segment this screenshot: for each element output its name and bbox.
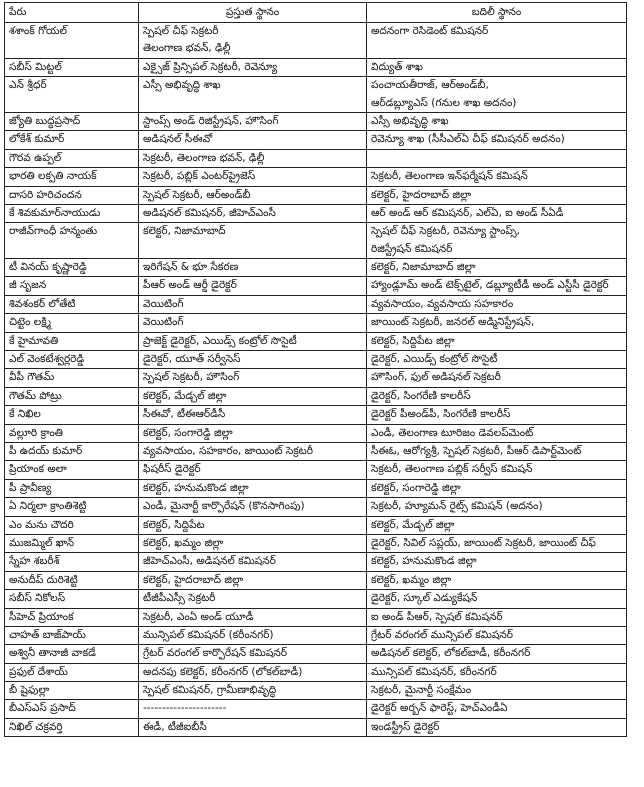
officer-name-text [9, 95, 134, 112]
current-post-cell [139, 112, 367, 130]
current-post-cell [139, 186, 367, 204]
table-row [5, 534, 627, 552]
officer-name-cell [5, 351, 139, 369]
new-post-cell [367, 590, 627, 608]
officer-name-cell [5, 77, 139, 113]
new-post-cell [367, 387, 627, 405]
new-post-cell [367, 516, 627, 534]
current-post-cell [139, 498, 367, 516]
new-post-cell [367, 351, 627, 369]
new-post-text: సెక్రటరీ, తెలంగాణ పబ్లిక్ సర్వీస్ కమిషన్ [371, 463, 533, 476]
current-post-cell [139, 149, 367, 167]
table-row [5, 718, 627, 736]
officer-name-cell [5, 369, 139, 387]
table-row [5, 295, 627, 313]
current-post-text: స్పెషల్ కమిషనర్, గ్రామీణాభివృద్ధి [143, 684, 277, 697]
new-post-text: కలెక్టర్, ఖమ్మం జిల్లా [371, 573, 452, 586]
officer-name-text: పీ ఉదయ్ కుమార్ [9, 444, 83, 457]
new-post-text [371, 40, 622, 57]
officer-name-cell [5, 424, 139, 442]
current-post-cell [139, 259, 367, 277]
current-post-text: అడిషనల్ కమిషనర్, జీహెచ్ఎంసీ [143, 206, 276, 219]
officer-name-cell [5, 571, 139, 589]
header-current-post: ప్రస్తుత స్థానం [139, 3, 367, 23]
new-post-text: కలెక్టర్, సిద్దిపేట జిల్లా [371, 334, 455, 347]
officer-name-cell [5, 626, 139, 644]
officer-name-text: గౌరవ ఉప్పల్ [9, 151, 62, 164]
officer-name-cell [5, 295, 139, 313]
current-post-text: కలెక్టర్, సంగారెడ్డి జిల్లా [143, 426, 233, 439]
new-post-cell [367, 534, 627, 552]
current-post-cell [139, 204, 367, 222]
current-post-cell [139, 424, 367, 442]
header-new-post: బదిలీ స్థానం [367, 3, 627, 23]
new-post-cell [367, 700, 627, 718]
officer-name-cell [5, 645, 139, 663]
new-post-text: డైరెక్టర్ అర్బన్ ఫారెస్ట్, హెచ్ఎండీఏ [371, 702, 508, 715]
officer-name-cell [5, 23, 139, 59]
current-post-cell [139, 387, 367, 405]
officer-name-cell [5, 314, 139, 332]
table-row [5, 58, 627, 76]
current-post-text: స్పెషల్ సెక్రటరీ, హౌసింగ్ [143, 371, 240, 384]
officer-name-text: జీ సృజన [9, 279, 47, 292]
new-post-cell [367, 645, 627, 663]
officer-name-text: చిట్టెం లక్ష్మి [9, 316, 52, 329]
current-post-text: సీఈవో, టీఈఆర్‌డీసీ [143, 408, 226, 421]
current-post-text: కలెక్టర్, నిజామాబాద్ [143, 225, 226, 238]
new-post-text: జాయింట్ సెక్రటరీ, జనరల్ అడ్మినిస్ట్రేషన్, [371, 316, 535, 329]
officer-name-text [9, 40, 134, 57]
officer-name-text: బీ షైఫుల్లా [9, 684, 50, 697]
new-post-text: డైరెక్టర్ పీఅండ్‌పీ, సింగరేణి కాలరీస్ [371, 408, 511, 421]
current-post-cell [139, 700, 367, 718]
officer-name-cell [5, 277, 139, 295]
officer-name-text: కే హైమావతి [9, 334, 59, 347]
current-post-text: అడిషనల్ సీఈవో [143, 133, 213, 146]
new-post-text: సెక్రటరీ, హ్యూమన్ రైట్స్ కమిషన్ (అదనం) [371, 500, 543, 513]
current-post-cell [139, 516, 367, 534]
officer-name-cell [5, 608, 139, 626]
new-post-cell [367, 277, 627, 295]
new-post-text: మున్సిపల్ కమిషనర్, కరీంనగర్ [371, 665, 497, 678]
officer-name-text: రాజీవ్‌గాంధీ హన్మంతు [9, 225, 98, 238]
officer-name-text: స్నేహ శబరీశ్ [9, 555, 60, 568]
officer-name-cell [5, 131, 139, 149]
officer-name-text: సబీస్ నికోలస్ [9, 592, 66, 605]
officer-name-text: వల్లూరి క్రాంతి [9, 426, 64, 439]
new-post-text: అడిషనల్ కలెక్టర్, లోకల్‌బాడీ, కరీంనగర్ [371, 647, 531, 660]
current-post-cell [139, 571, 367, 589]
officer-name-cell [5, 590, 139, 608]
new-post-text: డైరెక్టర్, ఎయిడ్స్ కంట్రోల్ సొసైటీ [371, 353, 498, 366]
new-post-text: రిజిస్ట్రేషన్ కమిషనర్ [371, 242, 453, 255]
new-post-cell [367, 131, 627, 149]
new-post-cell [367, 112, 627, 130]
table-row [5, 479, 627, 497]
table-row [5, 186, 627, 204]
new-post-cell [367, 186, 627, 204]
new-post-text: డైరెక్టర్, స్కూల్ ఎడ్యుకేషన్ [371, 592, 478, 605]
current-post-text: ఈడీ, టీజీఐబీసీ [143, 720, 207, 733]
new-post-cell [367, 571, 627, 589]
officer-name-text: సీహెచ్ ప్రియాంక [9, 610, 74, 623]
officer-name-text [9, 241, 134, 258]
table-row [5, 112, 627, 130]
table-row [5, 277, 627, 295]
new-post-cell [367, 259, 627, 277]
current-post-cell [139, 131, 367, 149]
header-name: పేరు [5, 3, 139, 23]
officer-name-text: భారతి లక్పతి నాయక్ [9, 170, 97, 183]
current-post-cell [139, 608, 367, 626]
officer-name-text: కే శివకుమార్‌నాయుడు [9, 206, 101, 219]
new-post-cell [367, 461, 627, 479]
new-post-cell [367, 553, 627, 571]
current-post-text: ఎక్సైజ్ ప్రిన్సిపల్ సెక్రటరీ, రెవెన్యూ [143, 60, 278, 73]
table-row [5, 424, 627, 442]
new-post-text: హౌసింగ్, ఫుల్ అడిషనల్ సెక్రటరీ [371, 371, 501, 384]
current-post-text: కలెక్టర్, మేడ్చల్ జిల్లా [143, 389, 227, 402]
new-post-text: గ్రేటర్ వరంగల్ మున్సిపల్ కమిషనర్ [371, 628, 513, 641]
current-post-text [143, 95, 362, 112]
new-post-text: రెవెన్యూ శాఖ (సీసీఎల్ఏ చీఫ్ కమిషనర్ అదనం) [371, 133, 565, 146]
officer-name-cell [5, 58, 139, 76]
officer-name-cell [5, 479, 139, 497]
new-post-text: ఆర్ అండ్ ఆర్ కమిషనర్, ఎల్ఏ, ఐ అండ్ సీఏడీ [371, 206, 564, 219]
officer-name-cell [5, 168, 139, 186]
officer-name-text: గౌతమ్ పోట్రు [9, 389, 62, 402]
table-row [5, 682, 627, 700]
current-post-text: కలెక్టర్, సిద్దిపేట [143, 518, 205, 531]
current-post-cell [139, 442, 367, 460]
table-row [5, 442, 627, 460]
new-post-cell [367, 168, 627, 186]
officer-name-text: బీఎస్ఎస్ ప్రసాద్ [9, 702, 76, 715]
current-post-cell [139, 369, 367, 387]
new-post-text: ఎండీ, తెలంగాణ టూరిజం డెవలప్‌మెంట్ [371, 426, 534, 439]
table-row [5, 406, 627, 424]
officer-name-cell [5, 112, 139, 130]
officer-name-cell [5, 682, 139, 700]
new-post-text: కలెక్టర్, హనుమకొండ జిల్లా [371, 555, 477, 568]
new-post-text [371, 150, 622, 167]
officer-name-cell [5, 516, 139, 534]
current-post-cell [139, 718, 367, 736]
officer-name-text: జ్యోతి బుద్ధప్రసాద్ [9, 114, 81, 127]
officer-name-text: లోకేశ్ కుమార్ [9, 133, 65, 146]
officer-name-cell [5, 442, 139, 460]
officer-name-text: ప్రియాంక అలా [9, 463, 67, 476]
current-post-cell [139, 553, 367, 571]
current-post-text: సెక్రటరీ, పబ్లిక్ ఎంటర్‌ప్రైజెస్ [143, 170, 256, 183]
table-row [5, 168, 627, 186]
current-post-cell [139, 58, 367, 76]
officer-name-cell [5, 498, 139, 516]
table-row [5, 626, 627, 644]
new-post-cell [367, 498, 627, 516]
new-post-cell [367, 314, 627, 332]
officer-name-cell [5, 553, 139, 571]
new-post-cell [367, 626, 627, 644]
current-post-text: స్టాంప్స్ అండ్ రిజిస్ట్రేషన్, హౌసింగ్ [143, 114, 279, 127]
officer-name-cell [5, 186, 139, 204]
new-post-cell [367, 682, 627, 700]
table-row [5, 259, 627, 277]
current-post-cell [139, 168, 367, 186]
new-post-cell [367, 332, 627, 350]
table-row [5, 571, 627, 589]
current-post-cell [139, 534, 367, 552]
current-post-cell [139, 663, 367, 681]
officer-name-cell [5, 663, 139, 681]
transfers-table [4, 2, 627, 737]
current-post-text: వెయిటింగ్ [143, 297, 184, 310]
new-post-text: స్పెషల్ చీఫ్ సెక్రటరీ, రెవెన్యూ స్టాంప్స్, [371, 225, 521, 238]
current-post-text: స్పెషల్ సెక్రటరీ, ఆర్‌అండ్‌బీ [143, 188, 251, 201]
officer-name-text: టీ వినయ్ కృష్ణారెడ్డి [9, 261, 87, 274]
officer-name-text: ముజమ్మిల్ ఖాన్ [9, 536, 75, 549]
table-row [5, 223, 627, 259]
new-post-text: విద్యుత్ శాఖ [371, 60, 423, 73]
current-post-text: కలెక్టర్, ఖమ్మం జిల్లా [143, 536, 224, 549]
header-row [5, 3, 627, 23]
officer-name-cell [5, 149, 139, 167]
current-post-text: ఫిషరీస్ డైరెక్టర్ [143, 463, 201, 476]
current-post-text: స్పెషల్ చీఫ్ సెక్రటరీ [143, 25, 219, 37]
officer-name-cell [5, 700, 139, 718]
table-body [5, 23, 627, 737]
current-post-text: మున్సిపల్ కమిషనర్ (కరీంనగర్) [143, 628, 274, 641]
current-post-cell [139, 406, 367, 424]
current-post-cell [139, 295, 367, 313]
new-post-cell [367, 442, 627, 460]
current-post-text: ఎండీ, మైనార్టీ కార్పొరేషన్ (కొనసాగింపు) [143, 500, 305, 513]
current-post-text: గ్రేటర్ వరంగల్ కార్పొరేషన్ కమిషనర్ [143, 647, 287, 660]
table-row [5, 131, 627, 149]
table-row [5, 387, 627, 405]
new-post-cell [367, 295, 627, 313]
new-post-cell [367, 369, 627, 387]
officer-name-text: శివశంకర్ లోతేటి [9, 297, 76, 310]
officer-name-text: సబీస్ మిట్టల్ [9, 60, 62, 73]
current-post-cell [139, 351, 367, 369]
current-post-text: సెక్రటరీ, తెలంగాణ భవన్, ఢిల్లీ [143, 151, 265, 164]
table-row [5, 369, 627, 387]
officer-name-cell [5, 332, 139, 350]
table-row [5, 77, 627, 113]
new-post-text: వ్యవసాయం, వ్యవసాయ సహకారం [371, 297, 514, 310]
officer-name-text: ఏ నిర్మలా క్రాంతిశెట్టి [9, 500, 87, 513]
table-row [5, 645, 627, 663]
new-post-text: సీఈఓ, ఆరోగ్యశ్రీ, స్పెషల్ సెక్రటరీ, పీఆర్ డిపార్ట్‌మెంట్ [371, 444, 582, 457]
new-post-text: హ్యాండ్లూమ్ అండ్ టెక్స్‌టైల్, డబ్ల్యూటీడీ అండ్ ఎస్టీసీ డైరెక్టర్ [371, 279, 609, 292]
officer-name-text: నిఖిల్ చక్రవర్తి [9, 720, 63, 733]
table-row [5, 498, 627, 516]
current-post-text: టీజీపీఎస్సీ సెక్రటరీ [143, 592, 216, 605]
officer-name-cell [5, 718, 139, 736]
current-post-cell [139, 277, 367, 295]
table-row [5, 23, 627, 59]
current-post-cell [139, 23, 367, 59]
officer-name-cell [5, 259, 139, 277]
new-post-cell [367, 424, 627, 442]
table-row [5, 700, 627, 718]
current-post-text: ప్రాజెక్ట్ డైరెక్టర్, ఎయిడ్స్ కంట్రోల్ సొసైటీ [143, 334, 297, 347]
officer-name-cell [5, 461, 139, 479]
current-post-cell [139, 314, 367, 332]
table-row [5, 204, 627, 222]
current-post-text: సెక్రటరీ, ఎంఏ అండ్ యూడీ [143, 610, 254, 623]
new-post-cell [367, 58, 627, 76]
table-row [5, 516, 627, 534]
current-post-cell [139, 332, 367, 350]
new-post-cell [367, 608, 627, 626]
current-post-cell [139, 77, 367, 113]
table-row [5, 351, 627, 369]
current-post-cell [139, 461, 367, 479]
new-post-cell [367, 77, 627, 113]
new-post-cell [367, 479, 627, 497]
officer-name-text: అశ్వినీ తానాజీ వాకడే [9, 647, 96, 660]
new-post-text: కలెక్టర్, నిజామాబాద్ జిల్లా [371, 261, 476, 274]
new-post-text: పంచాయతీరాజ్, ఆర్‌అండ్‌బీ, [371, 79, 489, 92]
new-post-text: డైరెక్టర్, సింగరేణి కాలరీస్ [371, 389, 471, 402]
current-post-text: వ్యవసాయం, సహకారం, జాయింట్ సెక్రటరీ [143, 444, 314, 457]
current-post-cell [139, 590, 367, 608]
new-post-text: కలెక్టర్, మేడ్చల్ జిల్లా [371, 518, 455, 531]
table-row [5, 553, 627, 571]
new-post-cell [367, 718, 627, 736]
table-row [5, 461, 627, 479]
new-post-text: ఆర్‌డబ్ల్యూఎస్ (గనుల శాఖ అదనం) [371, 96, 517, 109]
current-post-cell [139, 223, 367, 259]
current-post-text: కలెక్టర్, హనుమకొండ జిల్లా [143, 481, 249, 494]
officer-name-text: పీ ప్రావీణ్య [9, 481, 52, 494]
officer-name-text: చాహత్ బాజ్‌పాయ్ [9, 628, 86, 641]
officer-name-text: శశాంక్ గోయల్ [9, 25, 67, 37]
current-post-cell [139, 645, 367, 663]
officer-name-cell [5, 204, 139, 222]
current-post-text [143, 241, 362, 258]
officer-name-text: కే నిఖిల [9, 408, 41, 421]
new-post-text: అదనంగా రెసిడెంట్ కమిషనర్ [371, 25, 489, 37]
table-row [5, 590, 627, 608]
new-post-cell [367, 149, 627, 167]
current-post-text: ---------------------- [143, 702, 227, 715]
current-post-text: పీఆర్ అండ్ ఆర్డీ డైరెక్టర్ [143, 279, 237, 292]
new-post-cell [367, 406, 627, 424]
new-post-text: ఎస్సీ అభివృద్ధి శాఖ [371, 114, 449, 127]
current-post-cell [139, 682, 367, 700]
new-post-text: కలెక్టర్, హైదరాబాద్ జిల్లా [371, 188, 472, 201]
officer-name-text: ఎల్ వెంకటేశ్వర్లరెడ్డి [9, 353, 85, 366]
current-post-text: డైరెక్టర్, యూత్ సర్వీసెస్ [143, 353, 241, 366]
officer-name-text: ఎం మను చౌదరి [9, 518, 74, 531]
current-post-cell [139, 626, 367, 644]
current-post-text: ఎస్సీ అభివృద్ధి శాఖ [143, 79, 221, 92]
current-post-cell [139, 479, 367, 497]
current-post-text: కలెక్టర్, హైదరాబాద్ జిల్లా [143, 573, 244, 586]
table-row [5, 608, 627, 626]
new-post-cell [367, 204, 627, 222]
current-post-text: ఇరిగేషన్ & భూ సేకరణ [143, 261, 239, 274]
new-post-cell [367, 223, 627, 259]
new-post-text: సెక్రటరీ, తెలంగాణ ఇన్‌ఫర్మేషన్ కమిషన్ [371, 170, 528, 183]
officer-name-cell [5, 387, 139, 405]
officer-name-text: అనుదీప్ దురిశెట్టి [9, 573, 78, 586]
new-post-cell [367, 663, 627, 681]
officer-name-text: వీపీ గౌతమ్ [9, 371, 55, 384]
new-post-text: సెక్రటరీ, మైనార్టీ సంక్షేమం [371, 684, 472, 697]
officer-name-text: దాసరి హరిచందన [9, 188, 82, 201]
officer-name-text: ఎన్ శ్రీధర్ [9, 79, 47, 92]
officer-name-cell [5, 534, 139, 552]
current-post-text: వెయిటింగ్ [143, 316, 184, 329]
officer-name-cell [5, 223, 139, 259]
current-post-text: తెలంగాణ భవన్, ఢిల్లీ [143, 42, 231, 55]
current-post-text: జీహెచ్ఎంసీ, అడిషనల్ కమిషనర్ [143, 555, 276, 568]
table-row [5, 663, 627, 681]
new-post-text: ఇండస్ట్రీస్ డైరెక్టర్ [371, 720, 440, 733]
table-row [5, 314, 627, 332]
new-post-text: డైరెక్టర్, సివిల్ సప్లయ్, జాయింట్ సెక్రటరీ, జాయింట్ చీఫ్ [371, 536, 596, 549]
new-post-cell [367, 23, 627, 59]
current-post-text: అదనపు కలెక్టర్, కరీంనగర్ (లోకల్‌బాడీ) [143, 665, 303, 678]
table-row [5, 332, 627, 350]
new-post-text: ఐ అండ్ పీఆర్, స్పెషల్ కమిషనర్ [371, 610, 503, 623]
officer-name-cell [5, 406, 139, 424]
officer-name-text: ప్రఫుల్ దేశాయ్ [9, 665, 68, 678]
new-post-text: కలెక్టర్, సంగారెడ్డి జిల్లా [371, 481, 461, 494]
table-row [5, 149, 627, 167]
